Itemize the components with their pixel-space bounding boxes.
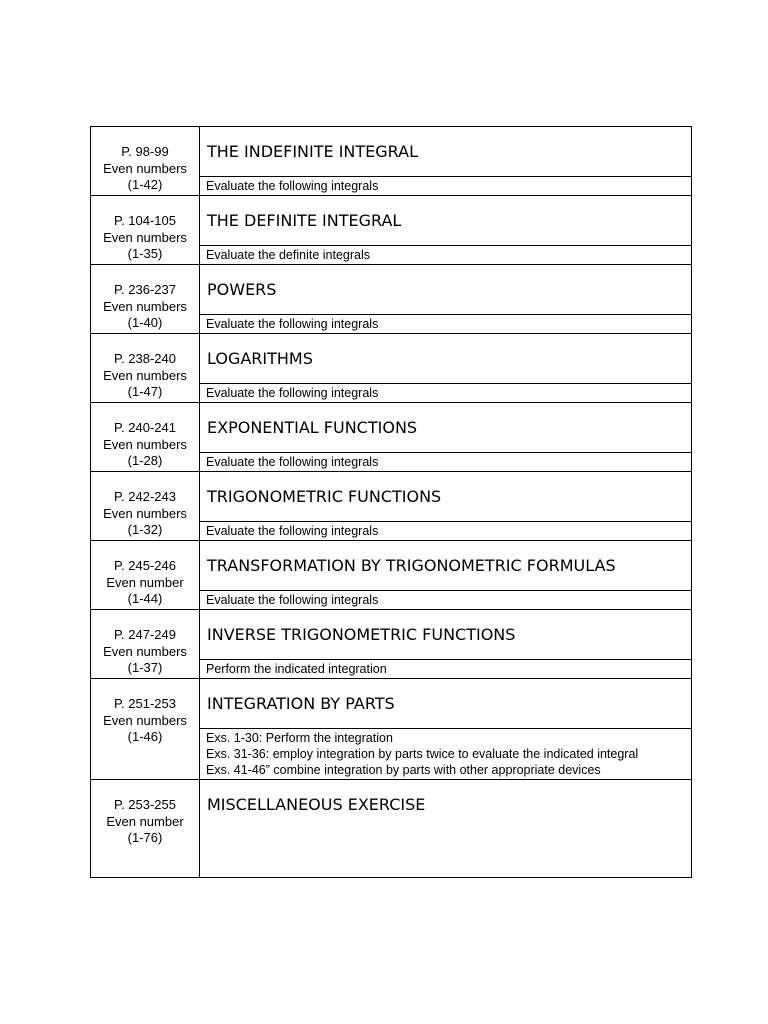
problem-parity: Even number: [106, 574, 184, 590]
problem-range: (1-76): [127, 830, 163, 845]
section-title: THE DEFINITE INTEGRAL: [200, 196, 692, 246]
problem-range: (1-42): [127, 177, 163, 192]
description-line: Evaluate the following integrals: [206, 593, 379, 607]
section-description: [200, 246, 692, 265]
page-range: P. 104-105: [114, 213, 176, 228]
section-description: [200, 453, 692, 472]
problem-parity: Even numbers: [103, 229, 187, 245]
description-line: Exs. 31-36: employ integration by parts twice to evaluate the indicated integral: [206, 747, 639, 761]
problem-range: (1-44): [127, 591, 163, 606]
description-line: Evaluate the following integrals: [206, 386, 379, 400]
page-range: P. 253-255: [114, 797, 176, 812]
section-description: [200, 660, 692, 679]
table-row: [91, 334, 692, 384]
section-description: [200, 384, 692, 403]
problem-range: (1-46): [127, 729, 163, 744]
section-title: INVERSE TRIGONOMETRIC FUNCTIONS: [200, 610, 692, 660]
page-reference-cell: [91, 780, 200, 878]
section-description: [200, 829, 692, 878]
assignment-table-body: [91, 127, 692, 878]
problem-range: (1-40): [127, 315, 163, 330]
table-row: [91, 780, 692, 830]
table-row: [91, 403, 692, 453]
page-reference-cell: [91, 403, 200, 472]
page-range: P. 242-243: [114, 489, 176, 504]
description-line: Evaluate the following integrals: [206, 317, 379, 331]
section-title: TRANSFORMATION BY TRIGONOMETRIC FORMULAS: [200, 541, 692, 591]
problem-parity: Even numbers: [103, 505, 187, 521]
table-row: [91, 679, 692, 729]
problem-parity: Even number: [106, 813, 184, 829]
problem-parity: Even numbers: [103, 367, 187, 383]
page-reference-cell: [91, 679, 200, 780]
description-line: Perform the indicated integration: [206, 662, 387, 676]
problem-range: (1-28): [127, 453, 163, 468]
problem-range: (1-35): [127, 246, 163, 261]
section-title: POWERS: [200, 265, 692, 315]
page-range: P. 245-246: [114, 558, 176, 573]
section-description: [200, 315, 692, 334]
page-reference-cell: [91, 127, 200, 196]
table-row: [91, 265, 692, 315]
table-row: [91, 196, 692, 246]
assignment-table: [90, 126, 692, 878]
section-title: INTEGRATION BY PARTS: [200, 679, 692, 729]
description-line: Exs. 1-30: Perform the integration: [206, 731, 393, 745]
section-description: [200, 729, 692, 780]
problem-range: (1-37): [127, 660, 163, 675]
table-row: [91, 472, 692, 522]
page-reference-cell: [91, 334, 200, 403]
description-line: Evaluate the following integrals: [206, 455, 379, 469]
problem-parity: Even numbers: [103, 160, 187, 176]
problem-parity: Even numbers: [103, 712, 187, 728]
problem-parity: Even numbers: [103, 643, 187, 659]
table-row: [91, 127, 692, 177]
page-range: P. 240-241: [114, 420, 176, 435]
description-line: Evaluate the definite integrals: [206, 248, 370, 262]
section-title: TRIGONOMETRIC FUNCTIONS: [200, 472, 692, 522]
page-range: P. 236-237: [114, 282, 176, 297]
page-range: P. 247-249: [114, 627, 176, 642]
page-reference-cell: [91, 472, 200, 541]
problem-parity: Even numbers: [103, 298, 187, 314]
description-line: Evaluate the following integrals: [206, 524, 379, 538]
page-reference-cell: [91, 196, 200, 265]
section-description: [200, 591, 692, 610]
problem-parity: Even numbers: [103, 436, 187, 452]
table-row: [91, 610, 692, 660]
section-title: THE INDEFINITE INTEGRAL: [200, 127, 692, 177]
problem-range: (1-32): [127, 522, 163, 537]
section-description: [200, 177, 692, 196]
section-title: MISCELLANEOUS EXERCISE: [200, 780, 692, 830]
page-reference-cell: [91, 541, 200, 610]
page-reference-cell: [91, 610, 200, 679]
table-row: [91, 541, 692, 591]
page-range: P. 98-99: [121, 144, 169, 159]
section-title: LOGARITHMS: [200, 334, 692, 384]
page-range: P. 238-240: [114, 351, 176, 366]
page-range: P. 251-253: [114, 696, 176, 711]
section-description: [200, 522, 692, 541]
problem-range: (1-47): [127, 384, 163, 399]
description-line: Exs. 41-46” combine integration by parts with other appropriate devices: [206, 763, 601, 777]
description-line: Evaluate the following integrals: [206, 179, 379, 193]
section-title: EXPONENTIAL FUNCTIONS: [200, 403, 692, 453]
page-reference-cell: [91, 265, 200, 334]
